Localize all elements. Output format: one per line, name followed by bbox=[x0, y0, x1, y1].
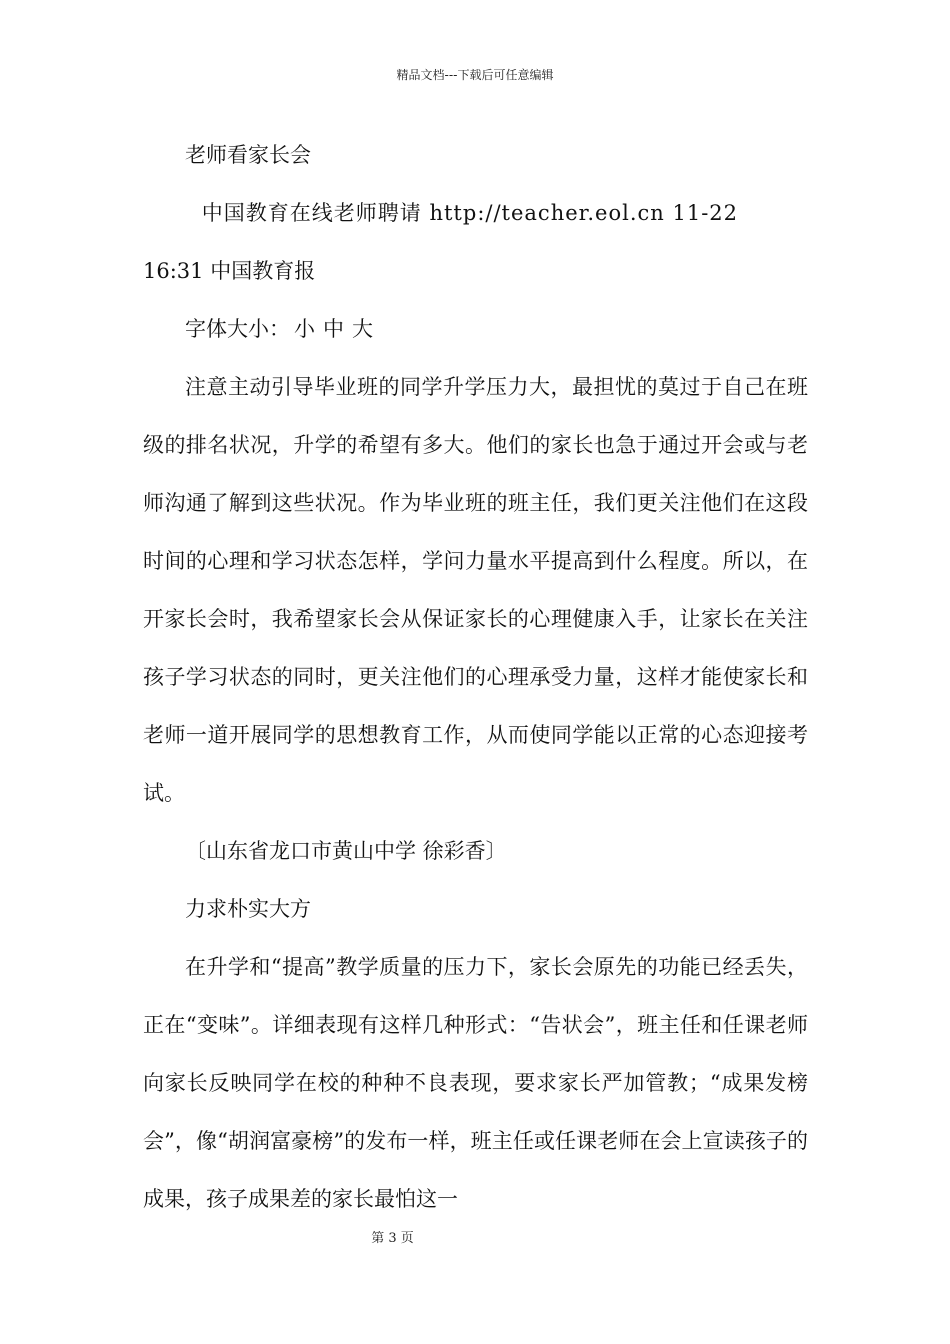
page-number: 第 3 页 bbox=[371, 1231, 414, 1246]
font-size-selector bbox=[143, 300, 808, 358]
article-source-line-2: 16:31 中国教育报 bbox=[143, 259, 316, 283]
article-title: 老师看家长会 bbox=[185, 143, 311, 167]
font-size-medium-link[interactable]: 中 bbox=[323, 317, 344, 341]
article-source-line-1: 中国教育在线老师聘请 http://teacher.eol.cn 11-22 bbox=[201, 201, 739, 225]
font-size-label: 字体大小： bbox=[185, 317, 290, 341]
paragraph-2: 在升学和“提高”教学质量的压力下，家长会原先的功能已经丢失，正在“变味”。详细表现有这样几种形式：“告状会”，班主任和任课老师向家长反映同学在校的种种不良表现，要求家长严加管教；“成果发榜会”，像“胡润富豪榜”的发布一样，班主任或任课老师在会上宣读孩子的成果，孩子成果差的家长最怕这一 bbox=[143, 955, 808, 1211]
section-heading: 力求朴实大方 bbox=[185, 897, 311, 921]
document-body bbox=[143, 126, 808, 1228]
font-size-large-link[interactable]: 大 bbox=[352, 317, 373, 341]
paragraph-1: 注意主动引导毕业班的同学升学压力大，最担忧的莫过于自己在班级的排名状况，升学的希望有多大。他们的家长也急于通过开会或与老师沟通了解到这些状况。作为毕业班的班主任，我们更关注他们在这段时间的心理和学习状态怎样，学问力量水平提高到什么程度。所以，在开家长会时，我希望家长会从保证家长的心理健康入手，让家长在关注孩子学习状态的同时，更关注他们的心理承受力量，这样才能使家长和老师一道开展同学的思想教育工作，从而使同学能以正常的心态迎接考试。 bbox=[143, 375, 808, 805]
font-size-small-link[interactable]: 小 bbox=[294, 317, 315, 341]
paragraph-author: 〔山东省龙口市黄山中学 徐彩香〕 bbox=[185, 839, 507, 863]
page-header: 精品文档---下载后可任意编辑 bbox=[396, 68, 554, 82]
